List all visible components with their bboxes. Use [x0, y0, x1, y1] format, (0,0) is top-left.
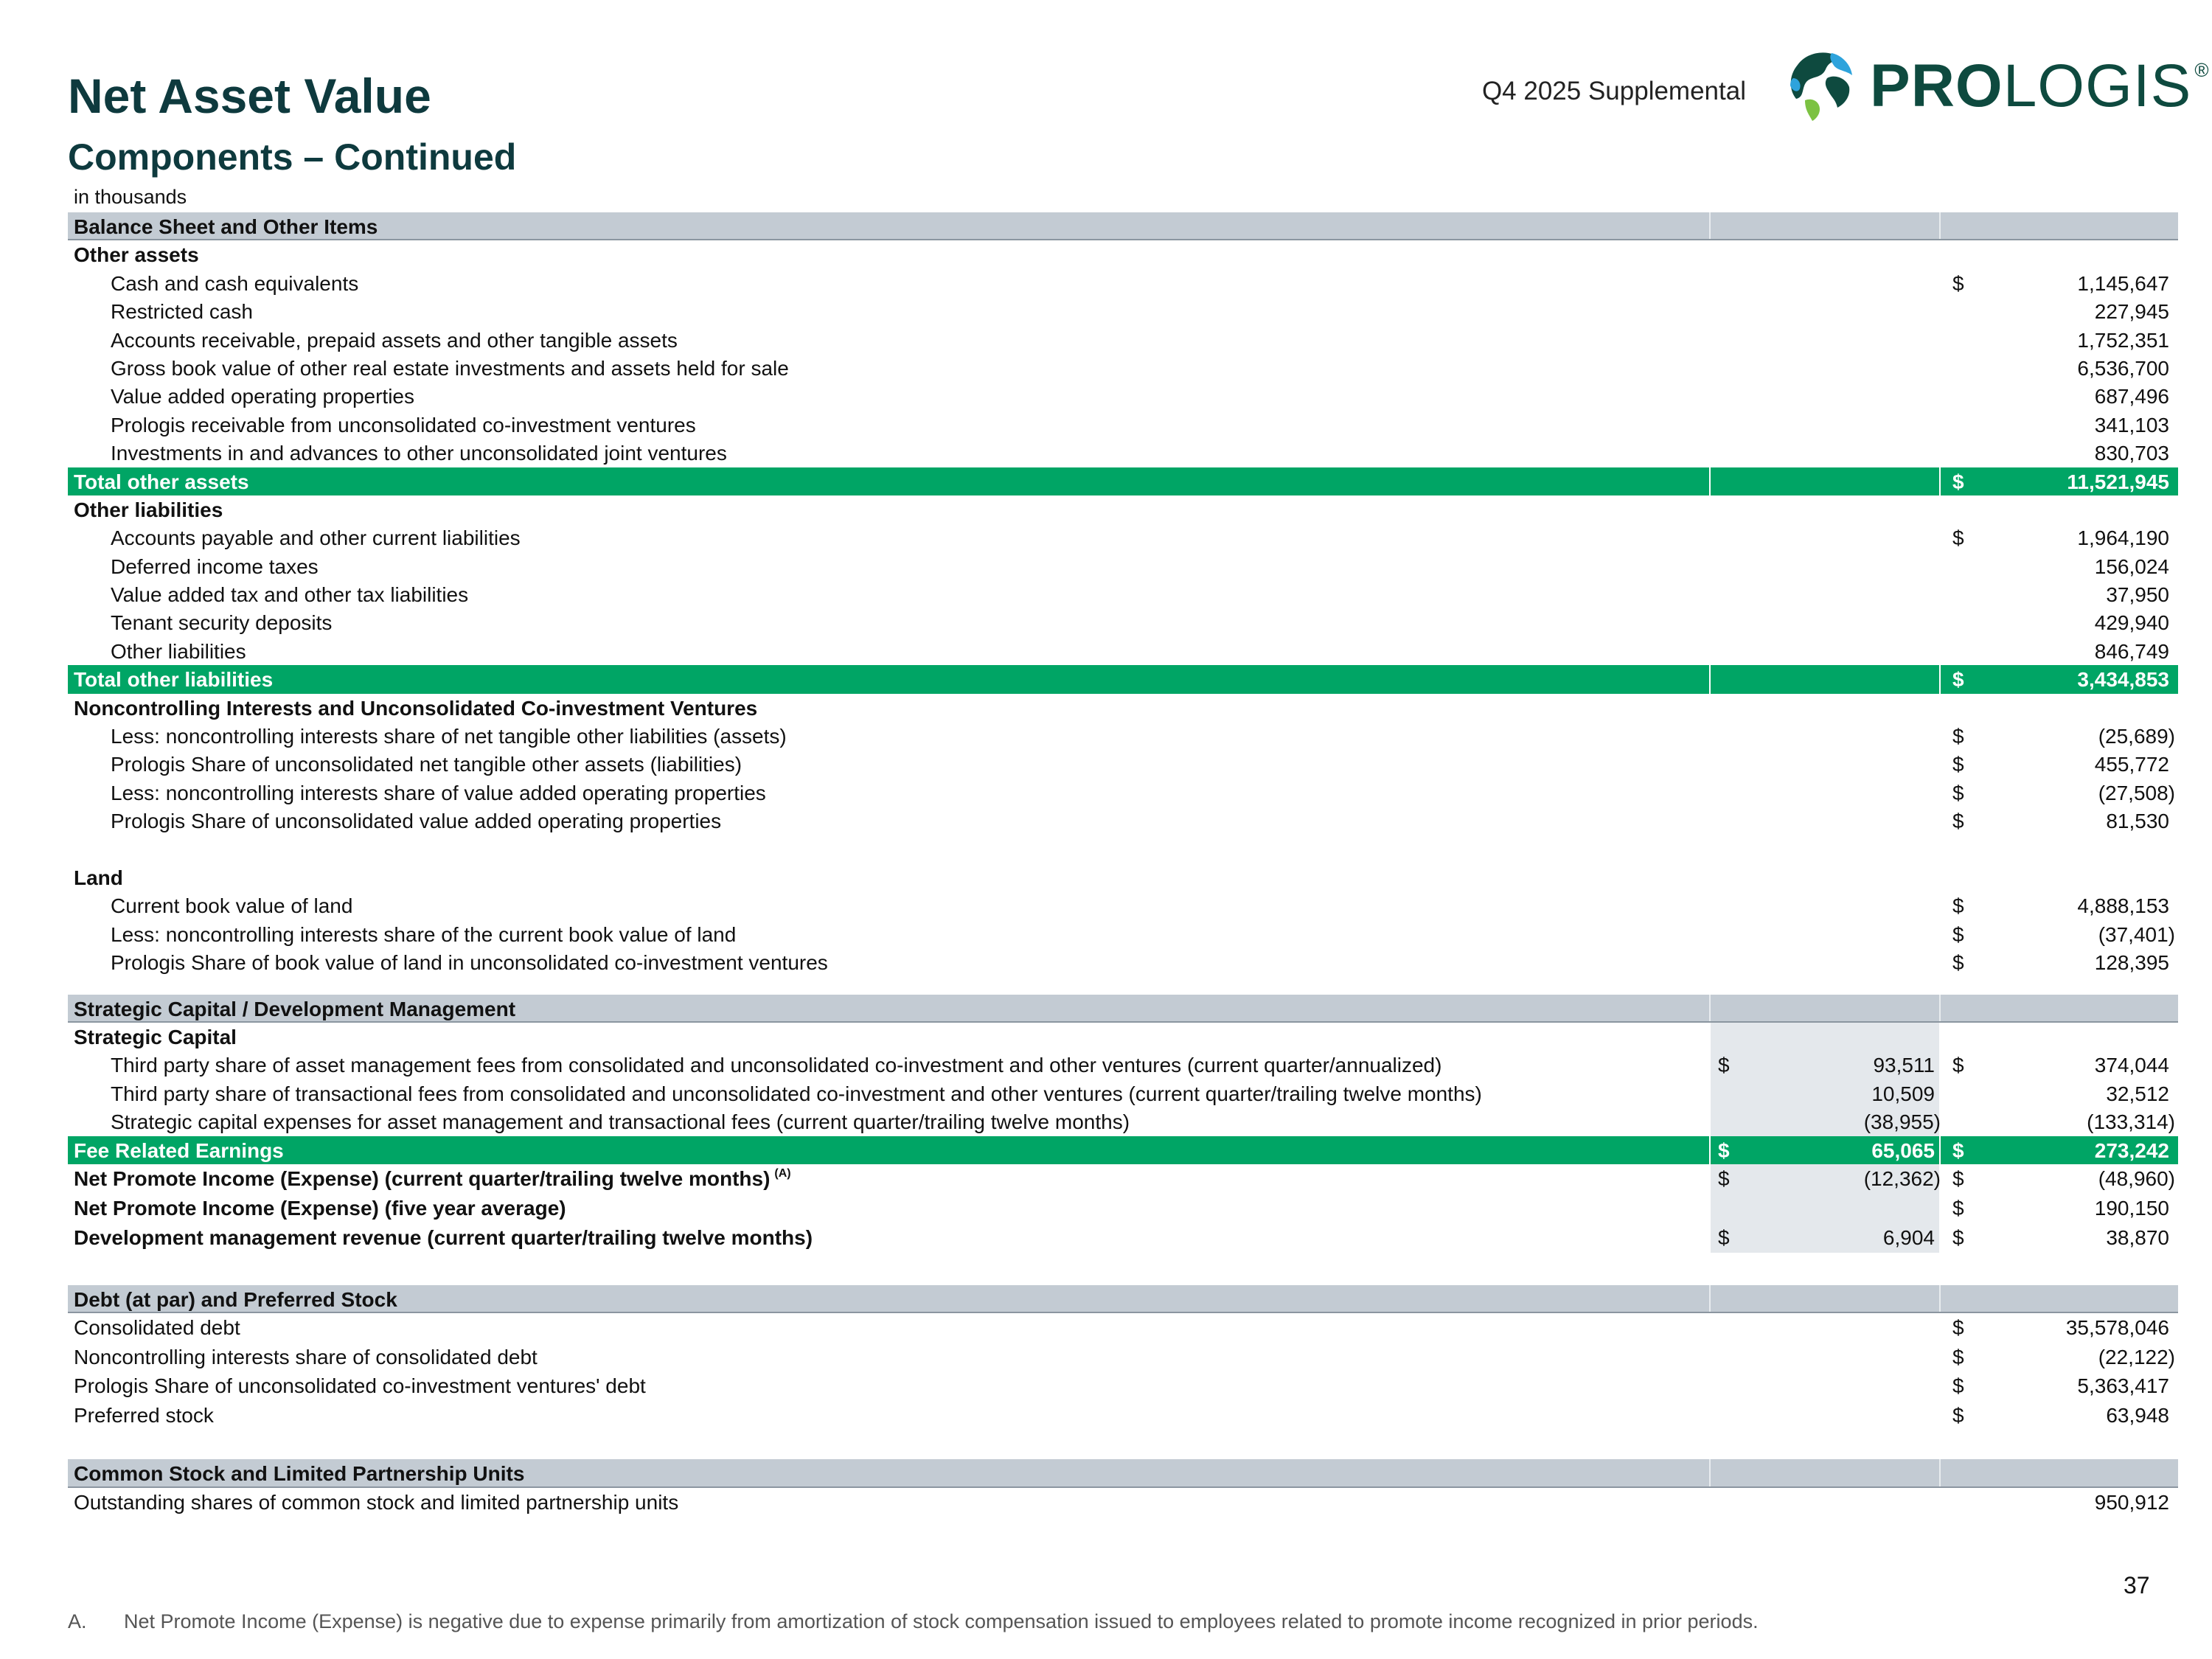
logo-wordmark: PROLOGIS ®	[1870, 52, 2210, 119]
section-header: Debt (at par) and Preferred Stock	[68, 1285, 2178, 1313]
section-header: Common Stock and Limited Partnership Units	[68, 1459, 2178, 1487]
table-row: Deferred income taxes 156,024	[111, 554, 2169, 578]
footnote: A. Net Promote Income (Expense) is negative due to expense primarily from amortization of stock compensation issued to employees related to promote income recognized in prior periods.	[68, 1610, 1759, 1632]
section-header: Strategic Capital / Development Management	[68, 995, 2178, 1023]
table-row: Prologis Share of unconsolidated value added operating properties $ 81,530	[111, 810, 2169, 833]
globe-logo-icon	[1783, 46, 1857, 122]
table-row: Less: noncontrolling interests share of the current book value of land $ (37,401)	[111, 922, 2175, 946]
table-row: Restricted cash 227,945	[111, 300, 2169, 324]
group-title: Strategic Capital	[68, 1023, 2178, 1051]
table-row: Other liabilities 846,749	[111, 639, 2169, 663]
total-row: Total other assets $ 11,521,945	[68, 467, 2178, 495]
page-subtitle: Components – Continued	[68, 136, 517, 178]
table-row: Net Promote Income (Expense) (current quarter/trailing twelve months) $^{(A)}$ $ (12,362) $ (48,960)	[68, 1164, 2178, 1194]
table-row: Tenant security deposits 429,940	[111, 611, 2169, 635]
group-title: Other liabilities	[74, 498, 223, 521]
table-row: Third party share of transactional fees from consolidated and unconsolidated co-investment and other ventures (current quarter/trailing twelve months) 10,509 32,512	[68, 1079, 2178, 1107]
table-row: Value added tax and other tax liabilities 37,950	[111, 583, 2169, 607]
table-row: Net Promote Income (Expense) (five year average) $ 190,150	[68, 1194, 2178, 1223]
table-row: Less: noncontrolling interests share of value added operating properties $ (27,508)	[111, 781, 2175, 804]
table-row: Strategic capital expenses for asset management and transactional fees (current quarter/trailing twelve months) (38,955) (133,314)	[68, 1107, 2178, 1135]
table-row: Preferred stock $ 63,948	[74, 1403, 2169, 1427]
table-row: Outstanding shares of common stock and limited partnership units 950,912	[74, 1490, 2169, 1514]
total-row: Fee Related Earnings $ 65,065 $ 273,242	[68, 1136, 2178, 1164]
page-title: Net Asset Value	[68, 69, 431, 123]
table-row: Value added operating properties 687,496	[111, 385, 2169, 408]
table-row: Cash and cash equivalents $ 1,145,647	[111, 271, 2169, 295]
company-logo	[1783, 46, 2210, 122]
group-title: Land	[74, 866, 123, 889]
section-header: Balance Sheet and Other Items	[68, 212, 2178, 240]
table-row: Prologis Share of unconsolidated co-investment ventures' debt $ 5,363,417	[74, 1374, 2169, 1398]
report-period: Q4 2025 Supplemental	[1481, 77, 1746, 105]
table-row: Accounts payable and other current liabilities $ 1,964,190	[111, 526, 2169, 550]
table-row: Accounts receivable, prepaid assets and other tangible assets 1,752,351	[111, 328, 2169, 352]
page-number: 37	[2124, 1572, 2150, 1599]
units-note: in thousands	[74, 186, 187, 208]
group-title: Noncontrolling Interests and Unconsolidated Co-investment Ventures	[74, 696, 758, 720]
table-row: Prologis Share of unconsolidated net tangible other assets (liabilities) $ 455,772	[111, 753, 2169, 776]
group-title: Other assets	[74, 243, 199, 267]
table-row: Investments in and advances to other unconsolidated joint ventures 830,703	[111, 442, 2169, 465]
footnote-ref: (A)	[774, 1166, 791, 1180]
table-row: Gross book value of other real estate investments and assets held for sale 6,536,700	[111, 356, 2169, 380]
table-row: Consolidated debt $ 35,578,046	[74, 1316, 2169, 1340]
table-row: Prologis Share of book value of land in unconsolidated co-investment ventures $ 128,395	[111, 951, 2169, 975]
table-row: Prologis receivable from unconsolidated co-investment ventures 341,103	[111, 413, 2169, 437]
nav-components-table	[68, 212, 2178, 1516]
table-row: Third party share of asset management fees from consolidated and unconsolidated co-investment and other ventures (current quarter/annualized) $ 93,511 $ 374,044	[68, 1051, 2178, 1079]
total-row: Total other liabilities $ 3,434,853	[68, 665, 2178, 693]
table-row: Noncontrolling interests share of consolidated debt $ (22,122)	[74, 1345, 2175, 1368]
table-row: Less: noncontrolling interests share of net tangible other liabilities (assets) $ (25,689)	[111, 725, 2175, 748]
table-row: Current book value of land $ 4,888,153	[111, 894, 2169, 918]
table-row: Development management revenue (current quarter/trailing twelve months) $ 6,904 $ 38,870	[68, 1223, 2178, 1253]
